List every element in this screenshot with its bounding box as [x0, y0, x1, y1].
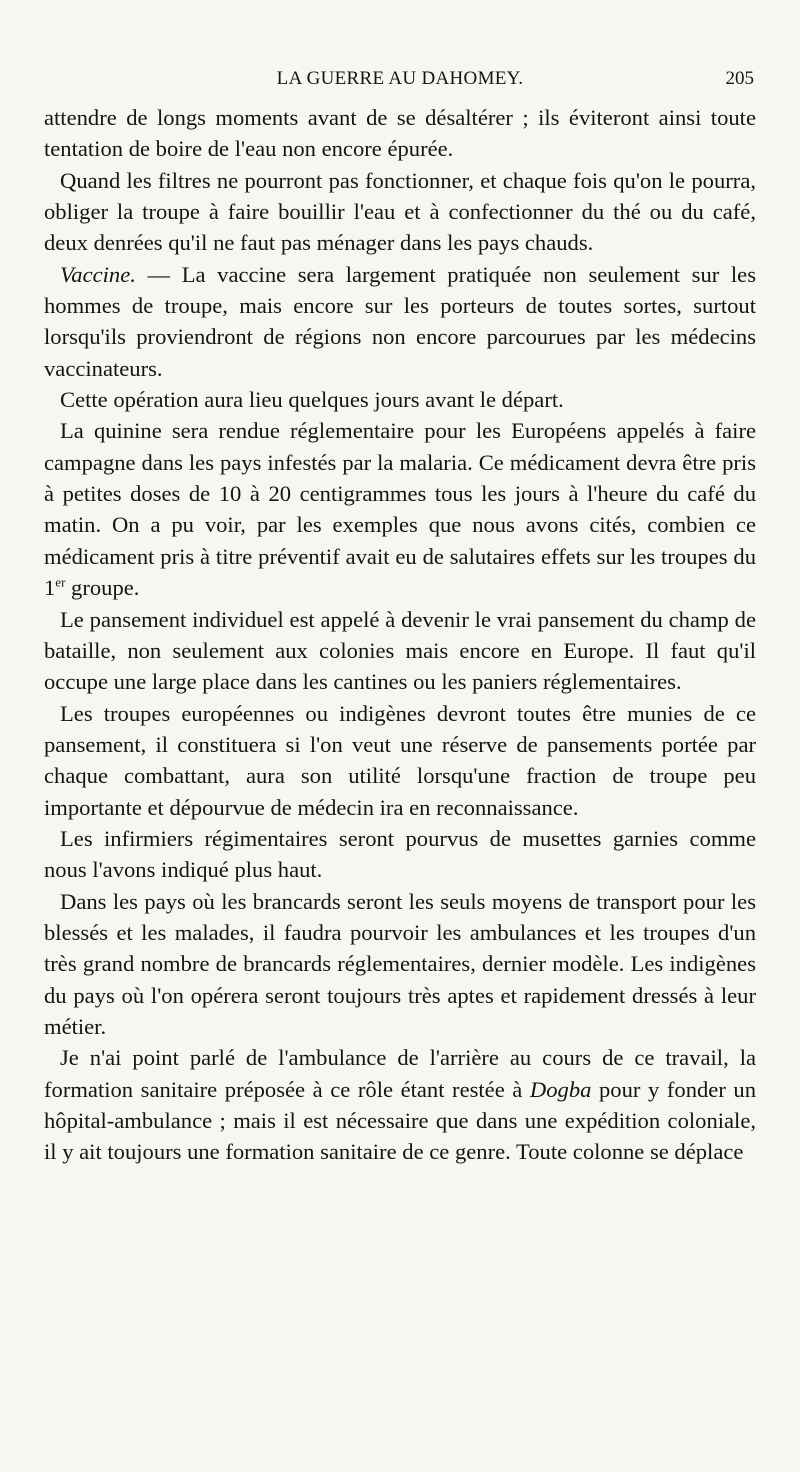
paragraph-text: — La vaccine sera largement pratiquée non seulement sur les hommes de troupe, mais encore sur les porteurs de toutes sortes, surtout lorsqu'ils proviendront de régions non encore parcourues par les médecins vaccinateurs.: [44, 261, 756, 381]
paragraph: Quand les filtres ne pourront pas fonctionner, et chaque fois qu'on le pourra, obliger la troupe à faire bouillir l'eau et à confectionner du thé ou du café, deux denrées qu'il ne faut pas ménager dans les pays chauds.: [44, 167, 756, 256]
page-header: [44, 64, 756, 94]
paragraph-text: groupe.: [65, 575, 140, 601]
body-text: [44, 102, 756, 1168]
section-lead: Vaccine.: [60, 261, 136, 287]
paragraph: Le pansement individuel est appelé à devenir le vrai pansement du champ de bataille, non seulement aux colonies mais encore en Europe. Il faut qu'il occupe une large place dans les cantines ou les paniers réglementaires.: [44, 606, 756, 695]
paragraph: [44, 1042, 756, 1167]
paragraph: Les troupes européennes ou indigènes devront toutes être munies de ce pansement, il constituera si l'on veut une réserve de pansements portée par chaque combattant, aura son utilité lorsqu'une fraction de troupe peu importante et dépourvue de médecin ira en reconnaissance.: [44, 700, 756, 820]
paragraph-text: Je n'ai point parlé de l'ambulance de l'arrière au cours de ce travail, la formation sanitaire préposée à ce rôle étant restée à: [44, 1045, 756, 1102]
page-number: 205: [725, 68, 754, 89]
running-head: LA GUERRE AU DAHOMEY.: [276, 68, 524, 89]
paragraph: Les infirmiers régimentaires seront pourvus de musettes garnies comme nous l'avons indiqué plus haut.: [44, 825, 756, 883]
paragraph: Dans les pays où les brancards seront les seuls moyens de transport pour les blessés et les malades, il faudra pourvoir les ambulances et les troupes d'un très grand nombre de brancards réglementaires, dernier modèle. Les indigènes du pays où l'on opérera seront toujours très aptes et rapidement dressés à leur métier.: [44, 888, 756, 1039]
paragraph-text: La quinine sera rendue réglementaire pour les Européens appelés à faire campagne dans les pays infestés par la malaria. Ce médicament devra être pris à petites doses de 10 à 20 centigrammes tous les jours à l'heure du café du matin. On a pu voir, par les exemples que nous avons cités, combien ce médicament pris à titre préventif avait eu de salutaires effets sur les troupes du 1: [44, 418, 756, 601]
ordinal-superscript: er: [55, 574, 66, 590]
paragraph: [44, 415, 756, 603]
paragraph-text: pour y fonder un hôpital-ambulance ; mais il est nécessaire que dans une expédition coloniale, il y ait toujours une formation sanitaire de ce genre. Toute colonne se déplace: [44, 1076, 757, 1165]
paragraph: attendre de longs moments avant de se désaltérer ; ils éviteront ainsi toute tentation de boire de l'eau non encore épurée.: [44, 105, 756, 162]
place-name: Dogba: [529, 1076, 592, 1102]
paragraph: [44, 259, 756, 384]
paragraph: Cette opération aura lieu quelques jours avant le départ.: [60, 387, 564, 413]
